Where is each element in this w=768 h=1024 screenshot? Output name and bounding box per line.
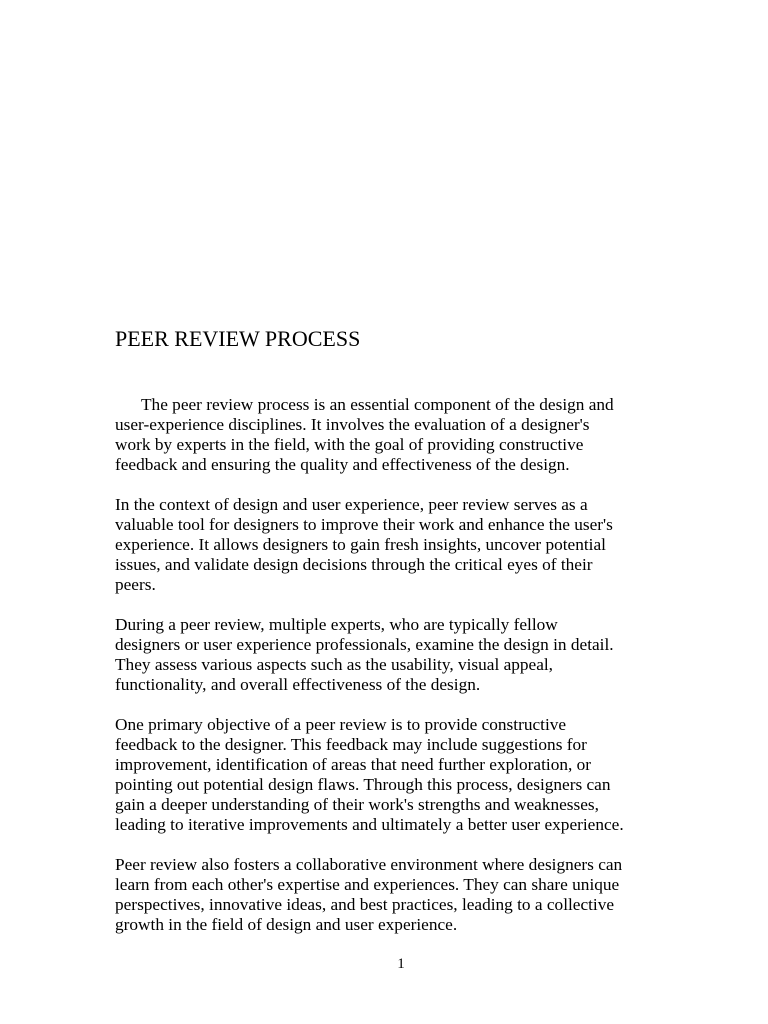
paragraph-line: The peer review process is an essential component of the design and xyxy=(141,395,614,414)
paragraph-line: perspectives, innovative ideas, and best practices, leading to a collective xyxy=(115,895,615,914)
paragraph-line: feedback to the designer. This feedback may include suggestions for xyxy=(115,735,587,754)
paragraph-line: During a peer review, multiple experts, who are typically fellow xyxy=(115,615,558,634)
paragraph-line: pointing out potential design flaws. Through this process, designers can xyxy=(115,775,611,794)
paragraph-line: experience. It allows designers to gain fresh insights, uncover potential xyxy=(115,535,606,554)
paragraph-line: valuable tool for designers to improve their work and enhance the user's xyxy=(115,515,613,534)
paragraph-line: issues, and validate design decisions through the critical eyes of their xyxy=(115,555,593,574)
page-number: 1 xyxy=(397,956,405,972)
paragraph-line: improvement, identification of areas that need further exploration, or xyxy=(115,755,592,774)
paragraph-2 xyxy=(115,495,695,595)
paragraph-line: growth in the field of design and user experience. xyxy=(115,915,458,934)
paragraph-line: In the context of design and user experience, peer review serves as a xyxy=(115,495,588,514)
paragraph-line: work by experts in the field, with the goal of providing constructive xyxy=(115,435,584,454)
paragraph-3 xyxy=(115,615,695,695)
paragraph-1 xyxy=(115,395,695,475)
paragraph-line: leading to iterative improvements and ultimately a better user experience. xyxy=(115,815,624,834)
document-title: PEER REVIEW PROCESS xyxy=(115,326,361,351)
paragraph-line: gain a deeper understanding of their work's strengths and weaknesses, xyxy=(115,795,599,814)
paragraph-line: Peer review also fosters a collaborative environment where designers can xyxy=(115,855,623,874)
paragraph-line: user-experience disciplines. It involves the evaluation of a designer's xyxy=(115,415,590,434)
paragraph-line: designers or user experience professionals, examine the design in detail. xyxy=(115,635,614,654)
paragraph-line: feedback and ensuring the quality and effectiveness of the design. xyxy=(115,455,570,474)
paragraph-5 xyxy=(115,855,695,935)
paragraph-4 xyxy=(115,715,695,835)
document-body xyxy=(115,395,695,955)
paragraph-line: One primary objective of a peer review is to provide constructive xyxy=(115,715,567,734)
paragraph-line: peers. xyxy=(115,575,156,594)
paragraph-line: functionality, and overall effectiveness of the design. xyxy=(115,675,481,694)
paragraph-line: learn from each other's expertise and experiences. They can share unique xyxy=(115,875,620,894)
paragraph-line: They assess various aspects such as the usability, visual appeal, xyxy=(115,655,554,674)
